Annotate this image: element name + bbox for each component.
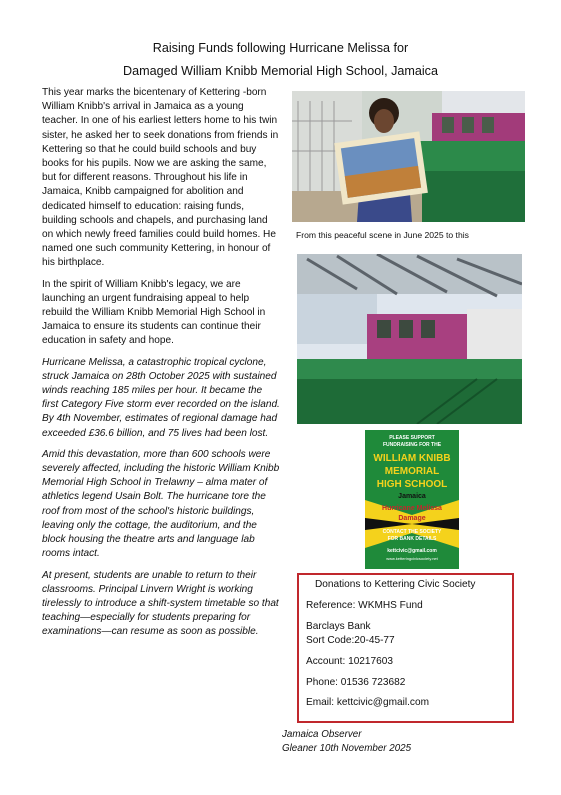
poster-contact-1: CONTACT THE SOCIETY — [382, 529, 442, 535]
donations-sort-code: Sort Code:20-45-77 — [306, 635, 395, 646]
donations-bank: Barclays Bank — [306, 621, 371, 632]
poster-name-1: WILLIAM KNIBB — [373, 453, 451, 464]
article-title-line-2: Damaged William Knibb Memorial High School, Jamaica — [123, 64, 438, 78]
poster-storm-2: Damage — [398, 515, 426, 522]
poster-line-2: FUNDRAISING FOR THE — [382, 442, 442, 448]
poster-name-2: MEMORIAL — [384, 466, 440, 477]
donations-phone: Phone: 01536 723682 — [306, 677, 406, 688]
poster-name-3: HIGH SCHOOL — [376, 479, 448, 490]
poster-email: kettcivic@gmail.com — [387, 548, 437, 554]
poster-storm-1: Hurricane Melissa — [382, 505, 442, 512]
donations-account: Account: 10217603 — [306, 656, 393, 667]
credit-source: Jamaica Observer — [282, 729, 362, 740]
poster-place: Jamaica — [398, 493, 426, 500]
paragraph-present: At present, students are unable to return to their classrooms. Principal Linvern Wright is working tirelessly to introduce a shift-system timetable so that teaching—especially for students preparing for examinations—can resume as soon as possible. — [42, 569, 279, 638]
credit-date: Gleaner 10th November 2025 — [282, 743, 412, 754]
fundraising-poster — [365, 430, 459, 569]
donations-box — [297, 573, 514, 723]
paragraph-history: This year marks the bicentenary of Kettering -born William Knibb's arrival in Jamaica as a young teacher. In one of his earliest letters home to his twin sister, he asked her to seek donations from friends in Kettering so that he could build schools and buy books for his pupils. Now we are asking the same, but for different reasons. Throughout his life in Jamaica, Knibb campaigned for abolition and dedicated himself to education: raising funds, building schools and chapels, and purchasing land on which newly freed families could build homes. He named one such community Kettering, in honour of his birthplace. — [42, 87, 279, 269]
paragraph-appeal: In the spirit of William Knibb's legacy, we are launching an urgent fundraising appeal to help rebuild the William Knibb Memorial High School in Jamaica to ensure its students can continue their education in safety and hope. — [42, 278, 266, 347]
paragraph-hurricane: Hurricane Melissa, a catastrophic tropical cyclone, struck Jamaica on 28th October 2025 with sustained winds reaching 185 miles per hour. It became the first Category Five storm ever recorded on the island. By 4th November, estimates of regional damage had exceeded £36.6 billion, and 75 lives had been lost. — [42, 356, 280, 439]
poster-contact-2: FOR BANK DETAILS — [387, 536, 437, 542]
photo-school-damaged — [297, 254, 522, 424]
photo-caption: From this peaceful scene in June 2025 to this — [296, 230, 469, 240]
photo-school-before — [292, 91, 525, 222]
donations-reference: Reference: WKMHS Fund — [306, 600, 423, 611]
poster-web: www.ketteringcivicsociety.net — [386, 556, 438, 561]
article-body — [42, 86, 280, 647]
donations-email[interactable]: Email: kettcivic@gmail.com — [306, 697, 429, 708]
poster-line-1: PLEASE SUPPORT — [389, 435, 435, 441]
paragraph-devastation: Amid this devastation, more than 600 schools were severely affected, including the historic William Knibb Memorial High School in Trelawny – alma mater of athletics legend Usain Bolt. The hurricane tore the roof from most of the school's historic buildings, leaving only the cottage, the auditorium, and the block housing the theatre arts and language lab rooms intact. — [42, 448, 280, 560]
article-title-line-1: Raising Funds following Hurricane Melissa for — [152, 41, 409, 55]
donations-heading: Donations to Kettering Civic Society — [315, 579, 476, 590]
